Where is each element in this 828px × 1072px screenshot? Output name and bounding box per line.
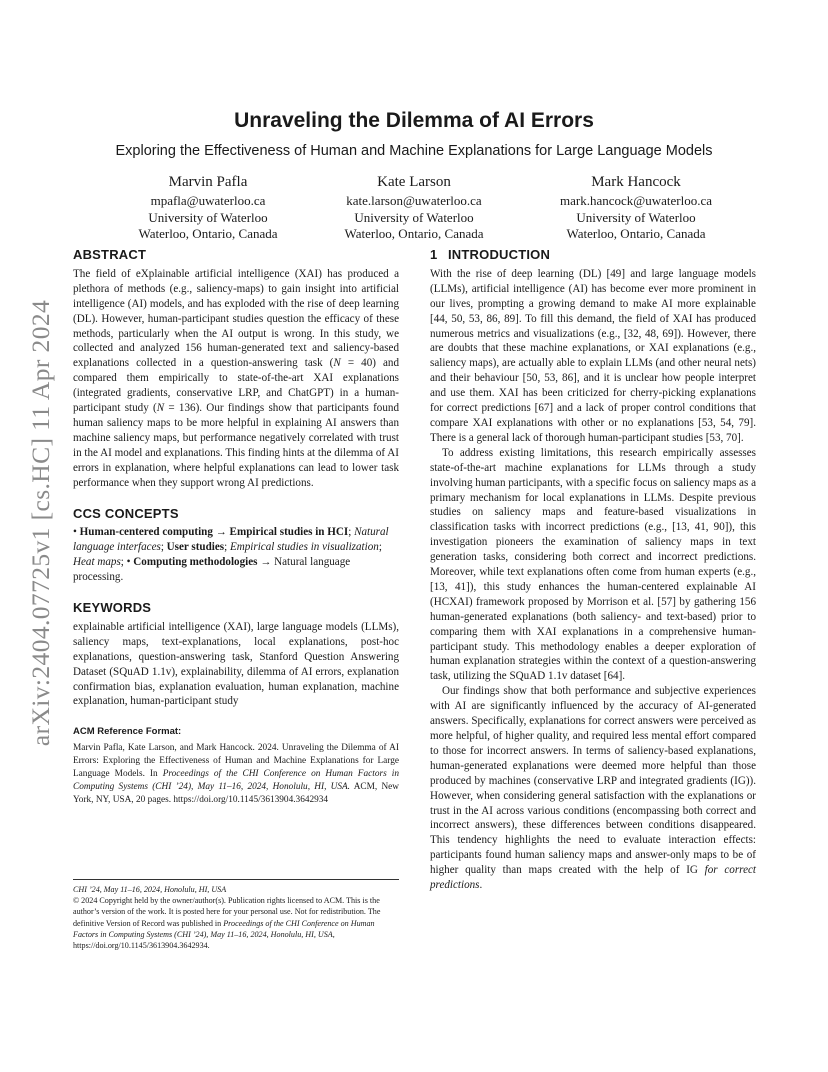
paper-subtitle: Exploring the Effectiveness of Human and Machine Explanations for Large Language Models <box>115 143 713 159</box>
footnote-divider <box>73 879 399 880</box>
author-email: kate.larson@uwaterloo.ca <box>346 193 482 208</box>
ccs-heading: CCS CONCEPTS <box>73 505 179 521</box>
footnote <box>73 884 399 951</box>
author-affiliation: University of Waterloo <box>576 209 696 225</box>
footnote-venue: CHI ’24, May 11–16, 2024, Honolulu, HI, USA <box>73 885 227 894</box>
author-location: Waterloo, Ontario, Canada <box>344 226 484 241</box>
abstract-heading: ABSTRACT <box>73 247 147 262</box>
author-email: mpafla@uwaterloo.ca <box>150 193 266 208</box>
intro-heading: 1 INTRODUCTION <box>430 247 551 262</box>
intro-paragraph-1: With the rise of deep learning (DL) [49] and large language models (LLMs), artificial intelligence (AI) has become ever more prominent in our lives, prompting a growing demand to make AI more explainable [44, 50, 53, 86, 89]. To fill this demand, the field of XAI has produced numerous metrics and visualizations (e.g., [32, 48, 69]). However, there are doubts that these machine explanations, or XAI explanations (e.g., saliency maps), are actually able to explain LLMs (and other neural nets) and their behaviour [50, 53, 86], and it is unclear how people interpret and use them. XAI has been criticized for cherry-picking explanations for correct predictions [67] and a lack of proper control conditions that compare XAI explanations with other or no explanations [53, 54, 79]. There is a general lack of thorough human-participant studies [53, 70]. <box>430 267 756 444</box>
acm-ref-heading: ACM Reference Format: <box>73 726 182 738</box>
keywords-text: explainable artificial intelligence (XAI), large language models (LLMs), saliency maps, text-explanations, local explanations, post-hoc explanations, question-answering task, Stanford Question Answering Dataset (SQuAD 1.1v), explainability, dilemma of AI errors, explanation confirmation bias, explanation evaluation, human explanation, machine explanation, human-participant study <box>73 620 399 708</box>
footnote-copyright: © 2024 Copyright held by the owner/author(s). Publication rights licensed to ACM. This is the author’s version of the work. It is posted here for your personal use. Not for redistribution. The definitive Version of Record was published in Proceedings of the CHI Conference on Human Factors in Computing Systems (CHI ’24), May 11–16, 2024, Honolulu, HI, USA, https://doi.org/10.1145/3613904.3642934. <box>73 896 381 951</box>
author-affiliation: University of Waterloo <box>354 209 474 225</box>
intro-paragraph-3: Our findings show that both performance and subjective experiences with AI are significantly influenced by the accuracy of AI-generated answers. Specifically, explanations for correct answers were perceived as more helpful, of higher quality, and required less mental effort compared to those for incorrect answers. In terms of saliency-based explanations, human-generated explanations were deemed more helpful than those produced by machines (conservative LRP and integrated gradients (IG)). However, when considering general satisfaction with the explanations or trust in the AI across various conditions (encompassing both correct and incorrect answers), these differences between conditions disappeared. This tendency highlights the need to evaluate interaction effects: participants found human saliency maps and answer-only maps to be of higher quality than maps created with the help of IG for correct predictions. <box>430 685 757 892</box>
author-name: Marvin Pafla <box>168 174 248 190</box>
paper-title: Unraveling the Dilemma of AI Errors <box>234 109 594 132</box>
arxiv-stamp <box>26 285 56 760</box>
author-1 <box>93 173 323 243</box>
arxiv-id: arXiv:2404.07725v1 [cs.HC] 11 Apr 2024 <box>26 299 55 746</box>
keywords-heading: KEYWORDS <box>73 600 152 616</box>
author-location: Waterloo, Ontario, Canada <box>138 226 278 241</box>
acm-ref-text: Marvin Pafla, Kate Larson, and Mark Hancock. 2024. Unraveling the Dilemma of AI Errors: Exploring the Effectiveness of Human and Machine Explanations for Large Language Models. In Proceedings of the CHI Conference on Human Factors in Computing Systems (CHI ’24), May 11–16, 2024, Honolulu, HI, USA. ACM, New York, NY, USA, 20 pages. https://doi.org/10.1145/3613904.3642934 <box>73 743 400 806</box>
author-email: mark.hancock@uwaterloo.ca <box>559 193 712 208</box>
author-2 <box>299 173 529 243</box>
section-number: 1 <box>430 247 438 262</box>
author-3 <box>521 173 751 243</box>
author-name: Mark Hancock <box>591 174 681 190</box>
author-location: Waterloo, Ontario, Canada <box>566 226 706 241</box>
intro-paragraph-2: To address existing limitations, this research empirically assesses state-of-the-art machine explanations for LLMs through a study involving human participants, with a specific focus on saliency maps as a primary mechanism for local explanations in LLMs. Despite previous studies on saliency maps and feature-based visualizations in classification tasks with incorrect predictions (e.g., [13, 41, 90]), this investigation pioneers the examination of saliency maps in text generation tasks, considering both correct and incorrect predictions. Moreover, while text explanations often come from human experts (e.g., [13, 41]), this study enhances the human-centered explainable AI (HCXAI) framework proposed by Morrison et al. [57] by gathering 156 human-generated explanations (both saliency- and text-based) prior to comparing them with XAI explanations in a comprehensive human-participant study. This methodology enables a deeper exploration of human explanation strategies within the context of a question-answering task, utilizing the SQuAD 1.1v dataset [64]. <box>430 446 756 683</box>
left-column <box>73 248 399 807</box>
ccs-text: • Human-centered computing → Empirical studies in HCI; Natural language interfaces; User studies; Empirical studies in visualization; Heat maps; • Computing methodologies → Natural language processing. <box>73 526 389 584</box>
author-name: Kate Larson <box>377 174 451 190</box>
abstract-text: The field of eXplainable artificial intelligence (XAI) has produced a plethora of methods (e.g., saliency-maps) to gain insight into artificial intelligence (AI) models, and has exploded with the rise of deep learning (DL). However, human-participant studies question the efficacy of these methods, particularly when the AI output is wrong. In this study, we collected and analyzed 156 human-generated text and saliency-based explanations collected in a question-answering task (N = 40) and compared them empirically to state-of-the-art XAI explanations (integrated gradients, conservative LRP, and ChatGPT) in a human-participant study (N = 136). Our findings show that participants found human saliency maps to be more helpful in explaining AI answers than machine saliency maps, but performance negatively correlated with trust in the AI model and explanations. This finding hints at the dilemma of AI errors in explanation, where helpful explanations can lead to lower task performance when they support wrong AI predictions. <box>73 267 399 489</box>
author-affiliation: University of Waterloo <box>148 209 268 225</box>
right-column <box>430 248 756 893</box>
